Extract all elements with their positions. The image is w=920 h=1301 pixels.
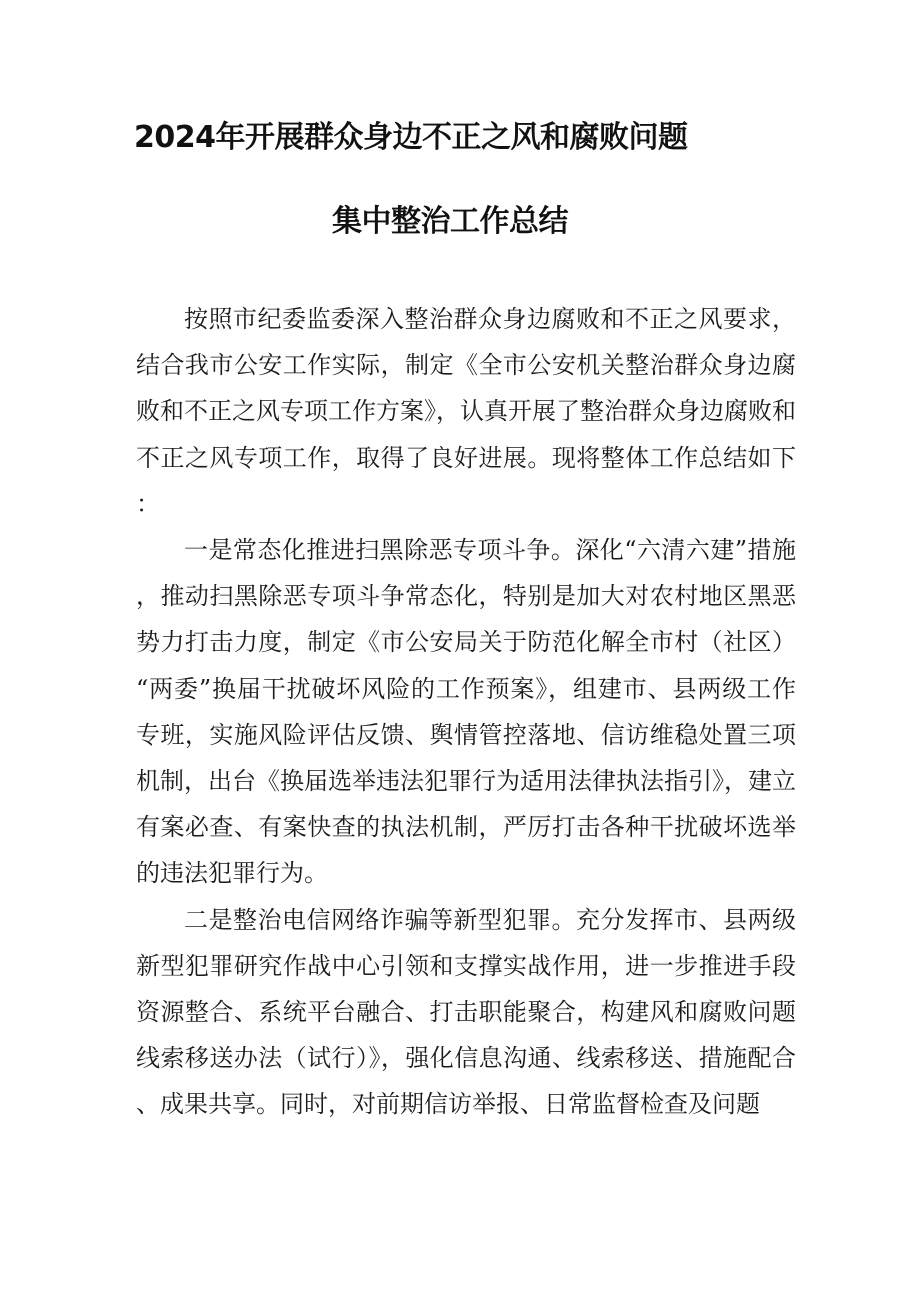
paragraph-anti-gang: 一是常态化推进扫黑除恶专项斗争。深化“六清六建”措施，推动扫黑除恶专项斗争常态化，特别是加大对农村地区黑恶势力打击力度，制定《市公安局关于防范化解全市村（社区）“两委”换届干扰破坏风险的工作预案》，组建市、县两级工作专班，实施风险评估反馈、舆情管控落地、信访维稳处置三项机制，出台《换届选举违法犯罪行为适用法律执法指引》，建立有案必查、有案快查的执法机制，严厉打击各种干扰破坏选举的违法犯罪行为。 [136,536,796,888]
document-title-line-2: 集中整治工作总结 [332,204,568,239]
paragraph-intro: 按照市纪委监委深入整治群众身边腐败和不正之风要求，结合我市公安工作实际，制定《全市公安机关整治群众身边腐败和不正之风专项工作方案》，认真开展了整治群众身边腐败和不正之风专项工作，取得了良好进展。现将整体工作总结如下： [136,305,796,518]
document-body [136,296,796,1128]
document-title-line-1: 2024年开展群众身边不正之风和腐败问题 [134,120,688,155]
paragraph-telecom-fraud: 二是整治电信网络诈骗等新型犯罪。充分发挥市、县两级新型犯罪研究作战中心引领和支撑实战作用，进一步推进手段资源整合、系统平台融合、打击职能聚合，构建风和腐败问题线索移送办法（试行）》，强化信息沟通、线索移送、措施配合、成果共享。同时，对前期信访举报、日常监督检查及问题 [136,905,796,1119]
